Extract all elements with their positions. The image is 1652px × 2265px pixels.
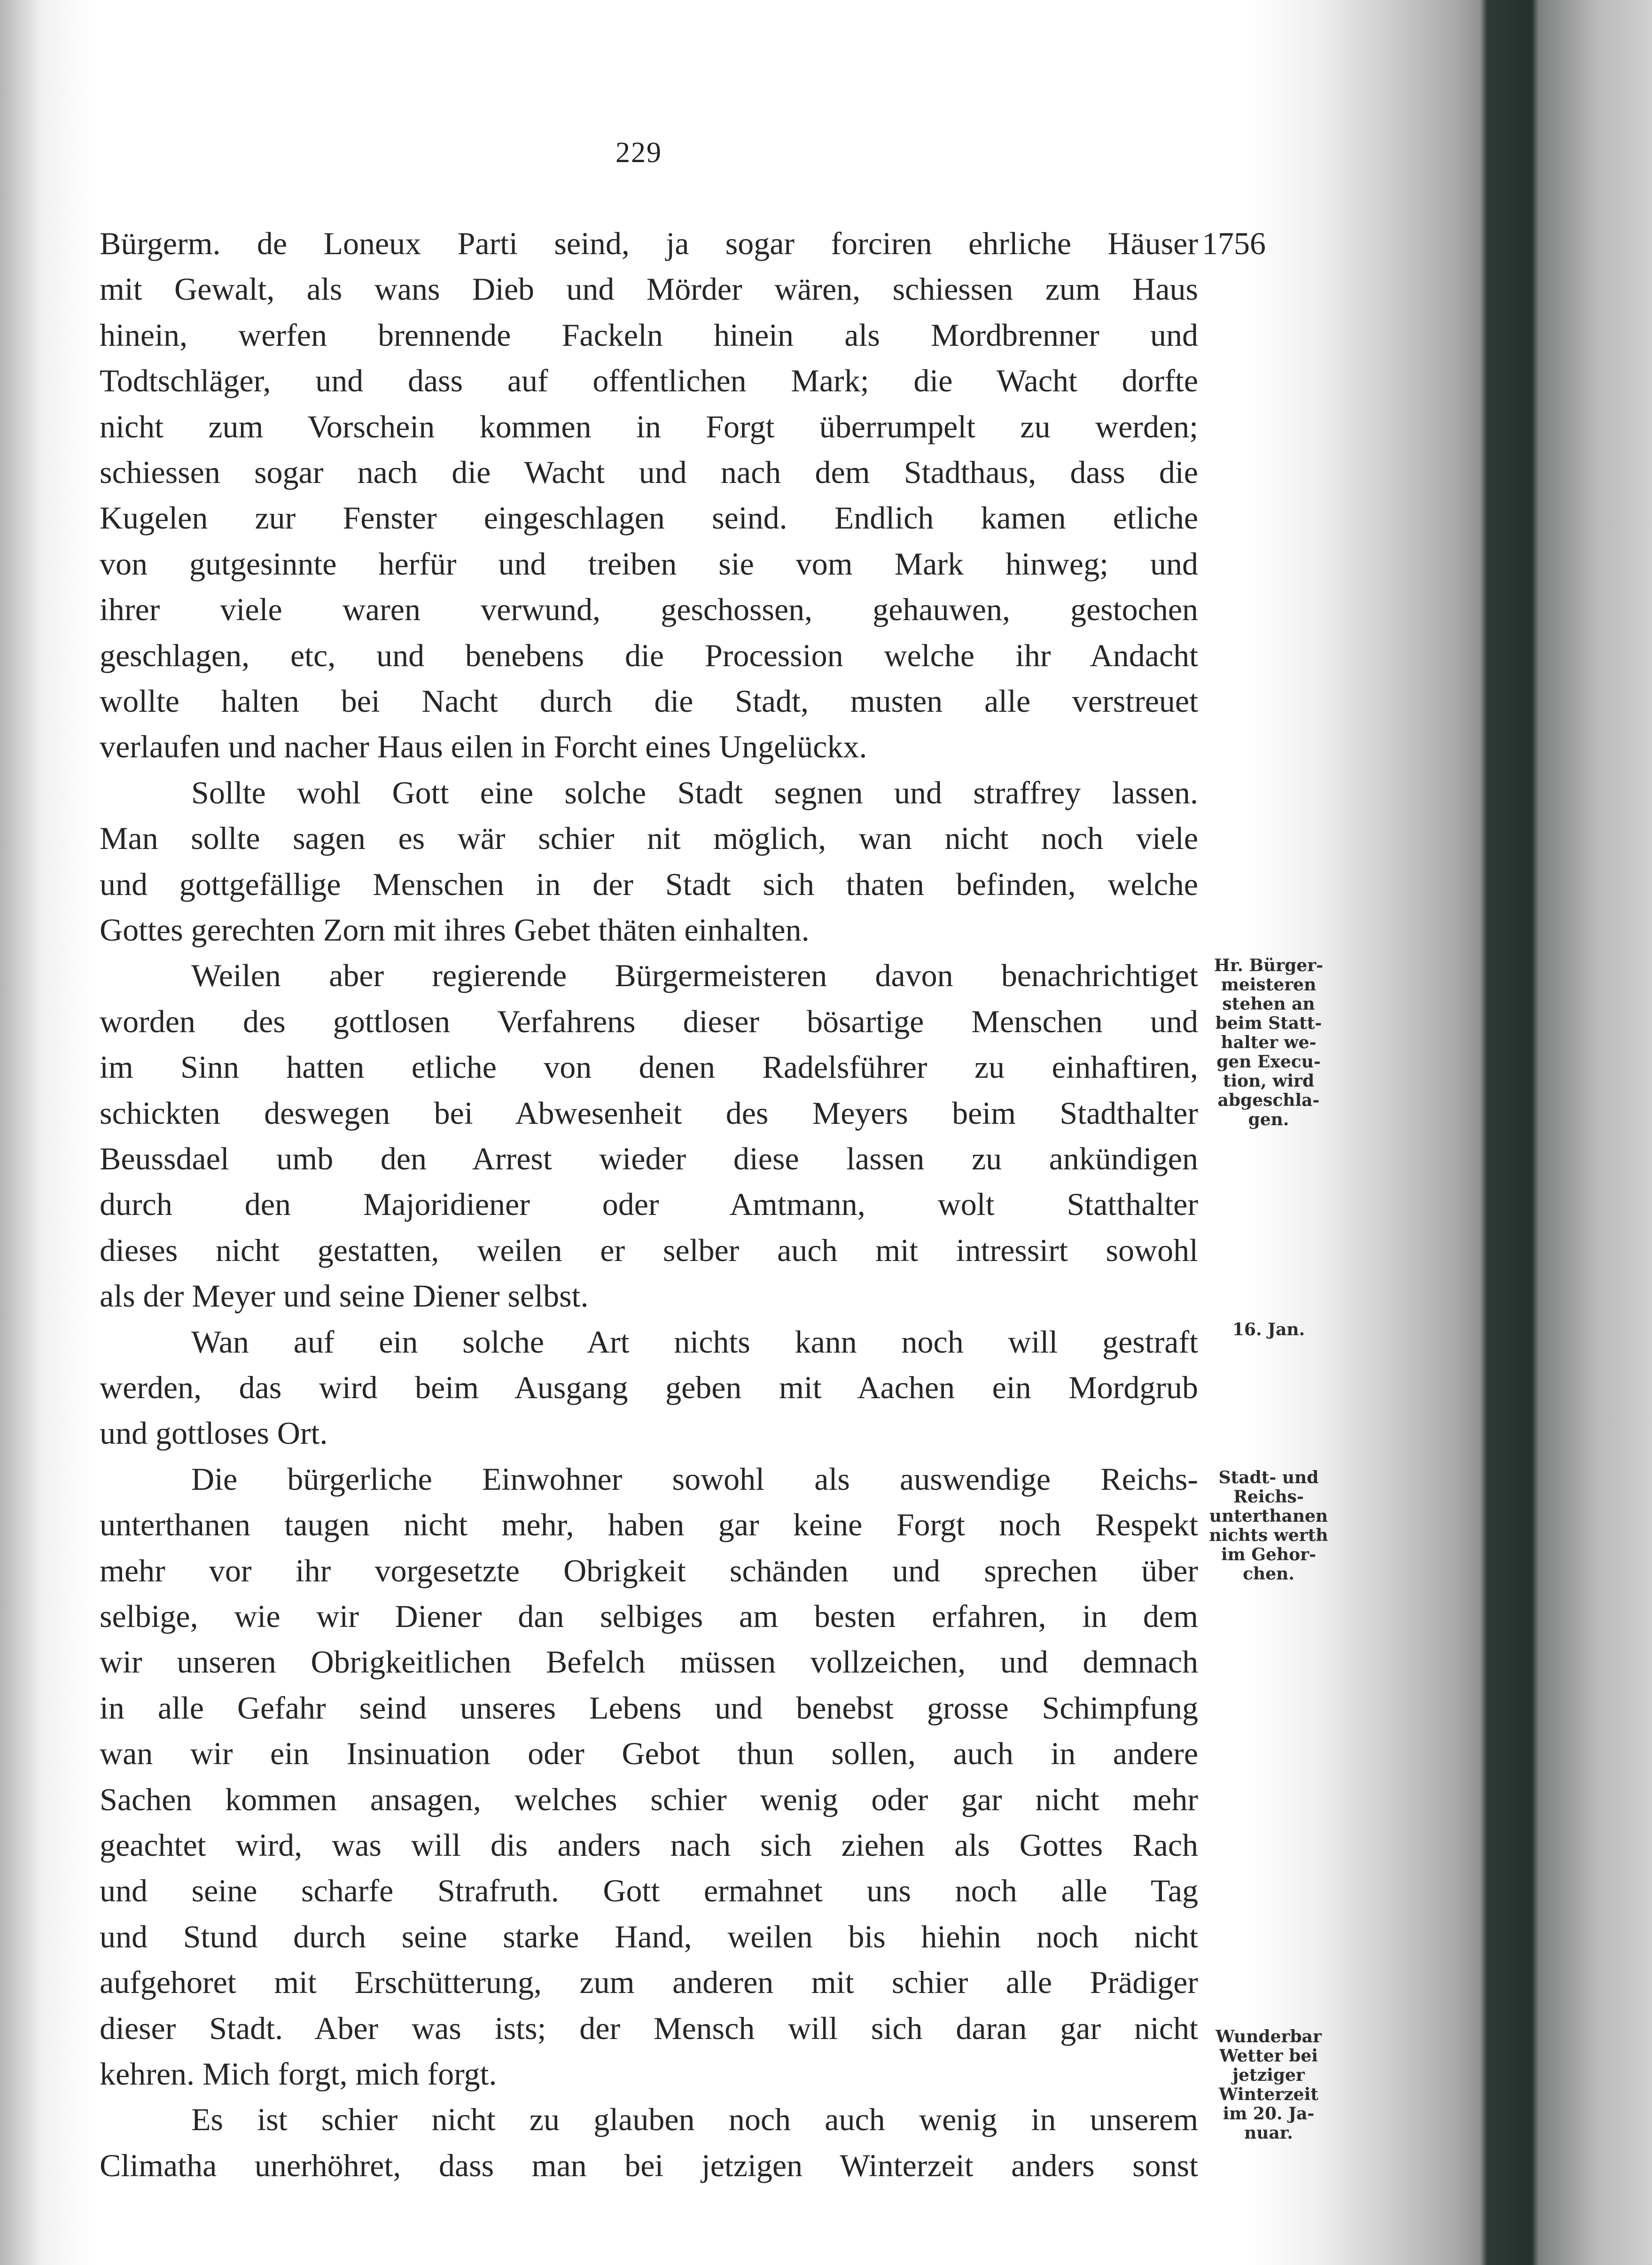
text-line: schickten deswegen bei Abwesenheit des Meyers beim Stadthalter: [100, 1095, 1198, 1131]
margin-note-line: Reichs-: [1233, 1487, 1304, 1507]
margin-note-line: meisteren: [1221, 975, 1317, 995]
margin-note-buergermeister: [1198, 956, 1339, 1129]
margin-note-line: im 20. Ja-: [1223, 2104, 1315, 2124]
text-line: schiessen sogar nach die Wacht und nach dem Stadthaus, dass die: [100, 454, 1198, 490]
text-line: ihrer viele waren verwund, geschossen, gehauwen, gestochen: [100, 592, 1198, 628]
text-line: Bürgerm. de Loneux Parti seind, ja sogar forciren ehrliche Häuser: [100, 226, 1198, 261]
margin-note-line: chen.: [1243, 1564, 1294, 1584]
margin-note-line: im Gehor-: [1221, 1545, 1317, 1564]
margin-note-line: Hr. Bürger-: [1214, 956, 1324, 975]
text-line: kehren. Mich forgt, mich forgt.: [100, 2056, 497, 2092]
text-line: Es ist schier nicht zu glauben noch auch wenig in unserem: [191, 2102, 1198, 2138]
text-line: mehr vor ihr vorgesetzte Obrigkeit schänden und sprechen über: [100, 1552, 1198, 1588]
text-line: Beussdael umb den Arrest wieder diese lassen zu ankündigen: [100, 1141, 1198, 1176]
margin-note-line: nichts werth: [1209, 1526, 1328, 1545]
text-line: aufgehoret mit Erschütterung, zum anderen mit schier alle Prädiger: [100, 1964, 1198, 2000]
text-line: verlaufen und nacher Haus eilen in Forcht eines Ungelückx.: [100, 729, 867, 765]
text-line: in alle Gefahr seind unseres Lebens und benebst grosse Schimpfung: [100, 1689, 1198, 1726]
text-line: Gottes gerechten Zorn mit ihres Gebet thäten einhalten.: [100, 912, 810, 948]
text-line: werden, das wird beim Ausgang geben mit Aachen ein Mordgrub: [100, 1370, 1198, 1405]
text-line: Sachen kommen ansagen, welches schier wenig oder gar nicht mehr: [100, 1781, 1198, 1817]
text-line: mit Gewalt, als wans Dieb und Mörder wären, schiessen zum Haus: [100, 271, 1198, 307]
margin-note-line: stehen an: [1222, 994, 1315, 1014]
margin-note-line: nuar.: [1244, 2123, 1293, 2143]
text-line: Todtschläger, und dass auf offentlichen Mark; die Wacht dorfte: [100, 363, 1198, 399]
text-line: Climatha unerhöhret, dass man bei jetzigen Winterzeit anders sonst: [100, 2147, 1198, 2183]
text-line: von gutgesinnte herfür und treiben sie vom Mark hinweg; und: [100, 545, 1198, 582]
margin-note-unterthanen: [1198, 1468, 1339, 1584]
text-line: Man sollte sagen es wär schier nit möglich, wan nicht noch viele: [100, 820, 1198, 856]
margin-note-wetter: [1198, 2027, 1339, 2143]
margin-note-line: Wetter bei: [1219, 2046, 1318, 2066]
text-line: wollte halten bei Nacht durch die Stadt, musten alle verstreuet: [100, 683, 1198, 719]
margin-note-line: unterthanen: [1209, 1506, 1328, 1526]
text-line: geachtet wird, was will dis anders nach sich ziehen als Gottes Rach: [100, 1827, 1198, 1863]
text-line: und gottloses Ort.: [100, 1415, 328, 1451]
text-line: durch den Majoridiener oder Amtmann, wolt Statthalter: [100, 1186, 1198, 1222]
text-line: Kugelen zur Fenster eingeschlagen seind. Endlich kamen etliche: [100, 500, 1198, 536]
text-line: Weilen aber regierende Bürgermeisteren davon benachrichtiget: [191, 957, 1198, 994]
margin-note-line: gen Execu-: [1216, 1052, 1321, 1072]
margin-note-line: beim Statt-: [1215, 1013, 1322, 1033]
text-line: worden des gottlosen Verfahrens dieser bösartige Menschen und: [100, 1003, 1198, 1039]
text-line: und Stund durch seine starke Hand, weilen bis hiehin noch nicht: [100, 1918, 1198, 1954]
margin-note-line: Winterzeit: [1219, 2085, 1318, 2104]
margin-note-line: jetziger: [1232, 2065, 1305, 2085]
margin-note-line: abgeschla-: [1217, 1090, 1320, 1110]
text-line: als der Meyer und seine Diener selbst.: [100, 1278, 589, 1314]
margin-note-line: gen.: [1248, 1110, 1289, 1129]
text-line: geschlagen, etc, und benebens die Procession welche ihr Andacht: [100, 637, 1198, 673]
text-line: wir unseren Obrigkeitlichen Befelch müssen vollzeichen, und demnach: [100, 1644, 1198, 1680]
text-line: wan wir ein Insinuation oder Gebot thun sollen, auch in andere: [100, 1736, 1198, 1772]
text-line: dieses nicht gestatten, weilen er selber auch mit intressirt sowohl: [100, 1232, 1198, 1268]
text-line: selbige, wie wir Diener dan selbiges am besten erfahren, in dem: [100, 1598, 1198, 1634]
text-line: im Sinn hatten etliche von denen Radelsführer zu einhaftiren,: [100, 1049, 1198, 1085]
margin-note-line: tion, wird: [1223, 1071, 1315, 1091]
margin-note-line: Wunderbar: [1216, 2027, 1322, 2047]
text-line: dieser Stadt. Aber was ists; der Mensch will sich daran gar nicht: [100, 2010, 1198, 2046]
margin-note-date: [1198, 1320, 1339, 1339]
text-line: und seine scharfe Strafruth. Gott ermahnet uns noch alle Tag: [100, 1873, 1198, 1909]
margin-note-line: 16. Jan.: [1232, 1320, 1305, 1339]
text-line: und gottgefällige Menschen in der Stadt sich thaten befinden, welche: [100, 866, 1198, 902]
text-line: Wan auf ein solche Art nichts kann noch will gestraft: [191, 1323, 1198, 1360]
margin-note-line: halter we-: [1221, 1033, 1317, 1052]
text-line: Sollte wohl Gott eine solche Stadt segnen und straffrey lassen.: [191, 774, 1198, 810]
text-line: unterthanen taugen nicht mehr, haben gar keine Forgt noch Respekt: [100, 1507, 1198, 1543]
text-line: hinein, werfen brennende Fackeln hinein als Mordbrenner und: [100, 317, 1198, 353]
text-line: nicht zum Vorschein kommen in Forgt überrumpelt zu werden;: [100, 408, 1198, 444]
text-line: Die bürgerliche Einwohner sowohl als auswendige Reichs-: [191, 1461, 1198, 1497]
margin-note-line: Stadt- und: [1218, 1468, 1319, 1487]
year-marker: 1756: [1202, 226, 1266, 261]
page-number: 229: [616, 137, 662, 169]
